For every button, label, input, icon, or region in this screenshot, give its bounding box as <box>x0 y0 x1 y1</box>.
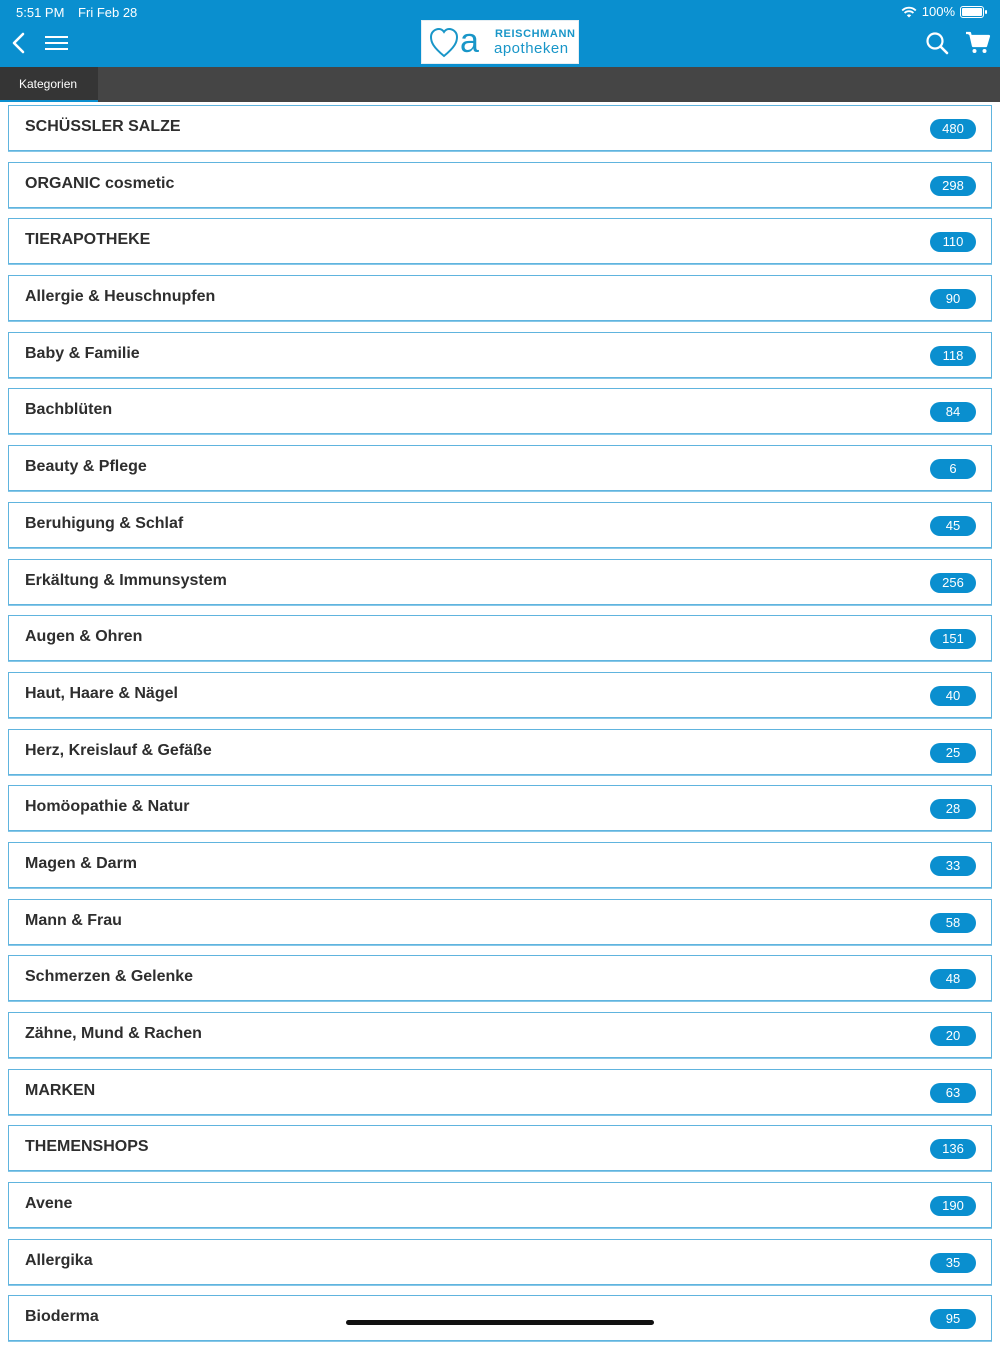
status-bar-right <box>901 4 984 19</box>
category-row[interactable] <box>8 672 992 718</box>
category-label: Herz, Kreislauf & Gefäße <box>25 741 212 759</box>
category-label: Zähne, Mund & Rachen <box>25 1025 202 1042</box>
category-label: Bachblüten <box>25 401 113 419</box>
tab-kategorien[interactable] <box>0 67 98 102</box>
category-label: THEMENSHOPS <box>25 1138 149 1156</box>
category-count-badge: 480 <box>930 119 976 139</box>
home-indicator <box>346 1320 654 1325</box>
category-row[interactable] <box>8 1069 992 1115</box>
category-count-badge: 48 <box>930 969 976 989</box>
category-label: Haut, Haare & Nägel <box>25 684 178 702</box>
category-row[interactable] <box>8 162 992 208</box>
category-count-badge: 33 <box>930 856 976 876</box>
cart-icon[interactable] <box>965 31 991 55</box>
category-label: Avene <box>25 1195 73 1213</box>
menu-icon[interactable] <box>45 35 69 51</box>
category-row[interactable] <box>8 1295 992 1341</box>
category-list <box>8 105 992 1352</box>
category-row[interactable] <box>8 502 992 548</box>
category-row[interactable] <box>8 218 992 264</box>
category-count-badge: 6 <box>930 459 976 479</box>
category-label: TIERAPOTHEKE <box>25 231 151 249</box>
category-count-badge: 298 <box>930 176 976 196</box>
category-row[interactable] <box>8 332 992 378</box>
category-row[interactable] <box>8 842 992 888</box>
status-date: Fri Feb 28 <box>78 5 138 20</box>
category-count-badge: 90 <box>930 289 976 309</box>
category-count-badge: 95 <box>930 1309 976 1329</box>
category-count-badge: 58 <box>930 913 976 933</box>
category-row[interactable] <box>8 1239 992 1285</box>
category-row[interactable] <box>8 785 992 831</box>
tab-bar <box>0 67 1000 102</box>
category-label: SCHÜSSLER SALZE <box>25 118 181 135</box>
category-count-badge: 84 <box>930 402 976 422</box>
status-bar-left <box>16 5 137 20</box>
category-label: Beauty & Pflege <box>25 458 147 476</box>
category-count-badge: 151 <box>930 629 976 649</box>
category-row[interactable] <box>8 1125 992 1171</box>
battery-icon <box>960 6 984 18</box>
category-row[interactable] <box>8 899 992 945</box>
category-count-badge: 20 <box>930 1026 976 1046</box>
logo-text-apotheken: apotheken <box>494 40 569 57</box>
category-label: Allergika <box>25 1251 93 1269</box>
category-count-badge: 110 <box>930 232 976 252</box>
category-label: Allergie & Heuschnupfen <box>25 288 216 306</box>
category-count-badge: 40 <box>930 686 976 706</box>
battery-percent: 100% <box>921 4 955 19</box>
category-label: Magen & Darm <box>25 854 138 872</box>
category-label: Mann & Frau <box>25 911 122 929</box>
category-count-badge: 45 <box>930 516 976 536</box>
category-label: Augen & Ohren <box>25 628 143 646</box>
category-row[interactable] <box>8 615 992 661</box>
tab-active-indicator <box>0 100 98 102</box>
category-count-badge: 256 <box>930 573 976 593</box>
category-count-badge: 118 <box>930 346 976 366</box>
category-label: Baby & Familie <box>25 344 140 362</box>
category-label: ORGANIC cosmetic <box>25 174 175 192</box>
logo-letter: a <box>460 22 479 60</box>
wifi-icon <box>901 6 917 18</box>
app-header <box>0 0 1000 67</box>
category-label: Schmerzen & Gelenke <box>25 968 194 986</box>
back-arrow-icon[interactable] <box>10 32 28 54</box>
category-row[interactable] <box>8 105 992 151</box>
category-row[interactable] <box>8 1182 992 1228</box>
category-label: Bioderma <box>25 1308 99 1326</box>
category-count-badge: 28 <box>930 799 976 819</box>
category-row[interactable] <box>8 388 992 434</box>
status-time: 5:51 PM <box>16 5 65 20</box>
logo-text-reischmann: REISCHMANN <box>495 28 576 40</box>
search-icon[interactable] <box>925 31 949 55</box>
category-row[interactable] <box>8 955 992 1001</box>
category-count-badge: 136 <box>930 1139 976 1159</box>
category-label: Erkältung & Immunsystem <box>25 571 227 589</box>
category-count-badge: 190 <box>930 1196 976 1216</box>
category-row[interactable] <box>8 275 992 321</box>
tab-kategorien-label: Kategorien <box>19 77 78 91</box>
brand-logo[interactable] <box>421 20 579 64</box>
category-row[interactable] <box>8 559 992 605</box>
category-count-badge: 25 <box>930 743 976 763</box>
category-count-badge: 63 <box>930 1083 976 1103</box>
category-label: Beruhigung & Schlaf <box>25 514 184 532</box>
category-row[interactable] <box>8 729 992 775</box>
category-label: Homöopathie & Natur <box>25 798 190 816</box>
category-row[interactable] <box>8 1012 992 1058</box>
category-row[interactable] <box>8 445 992 491</box>
category-label: MARKEN <box>25 1081 96 1099</box>
category-count-badge: 35 <box>930 1253 976 1273</box>
